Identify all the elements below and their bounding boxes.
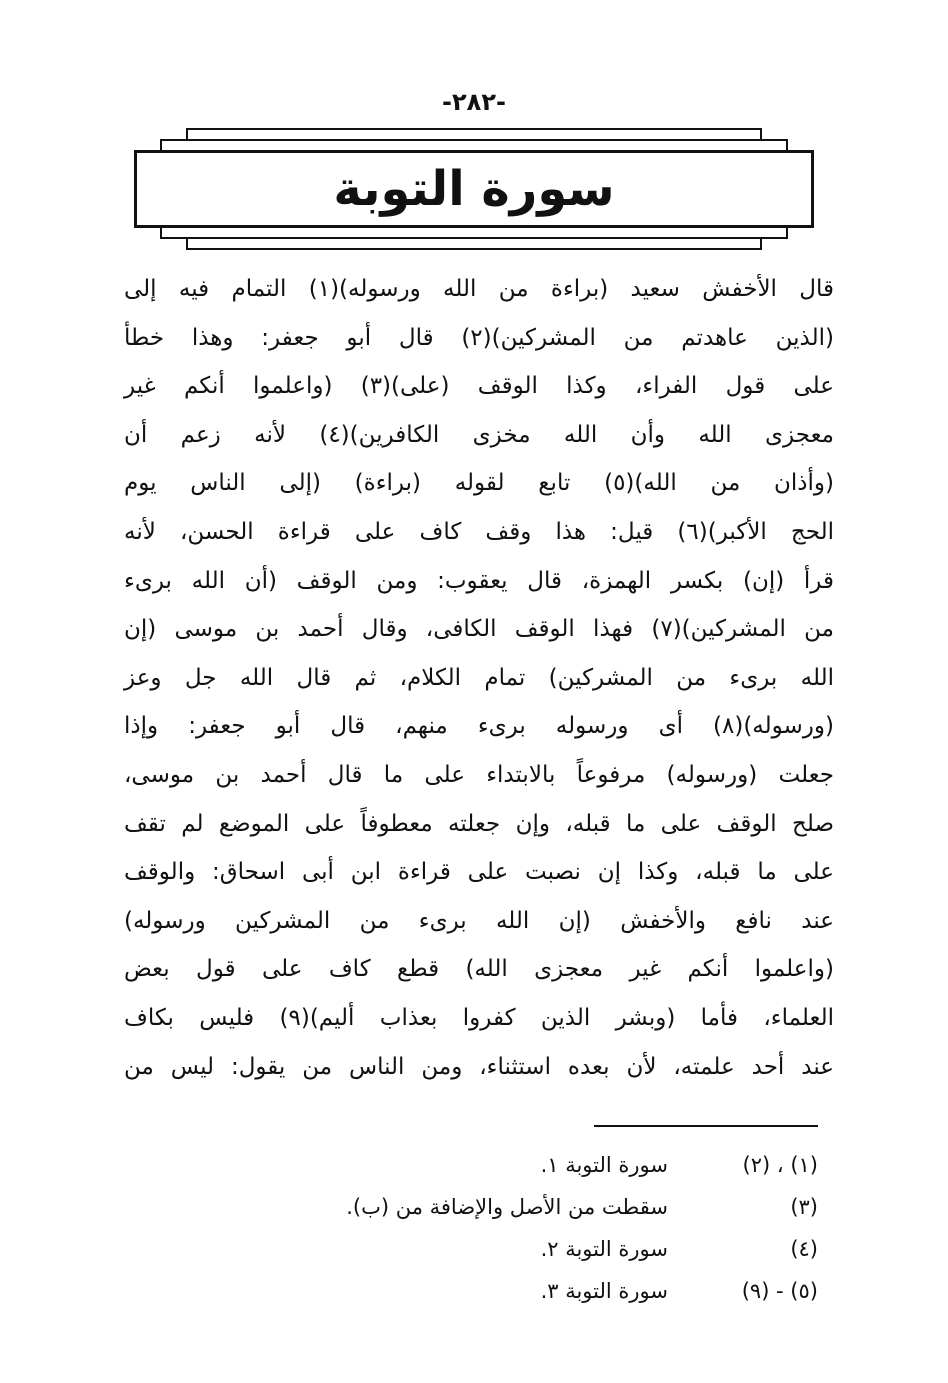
- footnote-item: [258, 1228, 818, 1270]
- footnote-divider: [594, 1125, 818, 1127]
- footnote-item: [258, 1270, 818, 1312]
- text-line: على ما قبله، وكذا إن نصبت على قراءة ابن أبى اسحاق: والوقف: [124, 859, 834, 886]
- footnote-ref: (٥) - (٩): [741, 1279, 818, 1303]
- surah-title: سورة التوبة: [333, 161, 615, 217]
- footnote-item: [258, 1186, 818, 1228]
- footnote-ref: (٤): [790, 1237, 818, 1261]
- text-line: قال الأخفش سعيد (براءة من الله ورسوله)(١) التمام فيه إلى: [124, 276, 834, 302]
- text-line: عند نافع والأخفش (إن الله برىء من المشركين ورسوله): [124, 907, 834, 934]
- footnote-text: سقطت من الأصل والإضافة من (ب).: [346, 1195, 668, 1219]
- text-line: (الذين عاهدتم من المشركين)(٢) قال أبو جعفر: وهذا خطأ: [124, 324, 834, 351]
- text-line: قرأ (إن) بكسر الهمزة، قال يعقوب: ومن الوقف (أن الله برىء: [124, 567, 834, 594]
- text-line: صلح الوقف على ما قبله، وإن جعلته معطوفاً على الموضع لم تقف: [124, 810, 834, 837]
- footnote-text: سورة التوبة ١.: [540, 1153, 668, 1177]
- footnotes: [258, 1144, 818, 1312]
- text-line: على قول الفراء، وكذا الوقف (على)(٣) (واعلموا أنكم غير: [124, 373, 834, 400]
- footnote-text: سورة التوبة ٢.: [540, 1237, 668, 1261]
- footnote-ref: (٣): [790, 1195, 818, 1219]
- text-line: (وأذان من الله)(٥) تابع لقوله (براءة) (إلى الناس يوم: [124, 470, 834, 497]
- footnote-ref: (١) ، (٢): [742, 1153, 818, 1177]
- body-text: [124, 265, 834, 1091]
- text-line: (ورسوله)(٨) أى ورسوله برىء منهم، قال أبو جعفر: وإذا: [124, 713, 834, 740]
- text-line: جعلت (ورسوله) مرفوعاً بالابتداء على ما قال أحمد بن موسى،: [124, 761, 834, 788]
- footnote-text: سورة التوبة ٣.: [540, 1279, 668, 1303]
- text-line: عند أحد علمته، لأن بعده استثناء، ومن الناس من يقول: ليس من: [124, 1053, 834, 1080]
- text-line: (واعلموا أنكم غير معجزى الله) قطع كاف على قول بعض: [124, 956, 834, 983]
- text-line: الحج الأكبر)(٦) قيل: هذا وقف كاف على قراءة الحسن، لأنه: [124, 518, 835, 545]
- footnote-item: [258, 1144, 818, 1186]
- text-line: معجزى الله وأن الله مخزى الكافرين)(٤) لأنه زعم أن: [124, 421, 834, 448]
- page-number: -٢٨٢-: [442, 88, 506, 116]
- text-line: العلماء، فأما (وبشر الذين كفروا بعذاب أليم)(٩) فليس بكاف: [124, 1004, 834, 1031]
- text-line: من المشركين)(٧) فهذا الوقف الكافى، وقال أحمد بن موسى (إن: [124, 616, 835, 643]
- text-line: الله برىء من المشركين) تمام الكلام، ثم قال الله جل وعز: [124, 664, 834, 691]
